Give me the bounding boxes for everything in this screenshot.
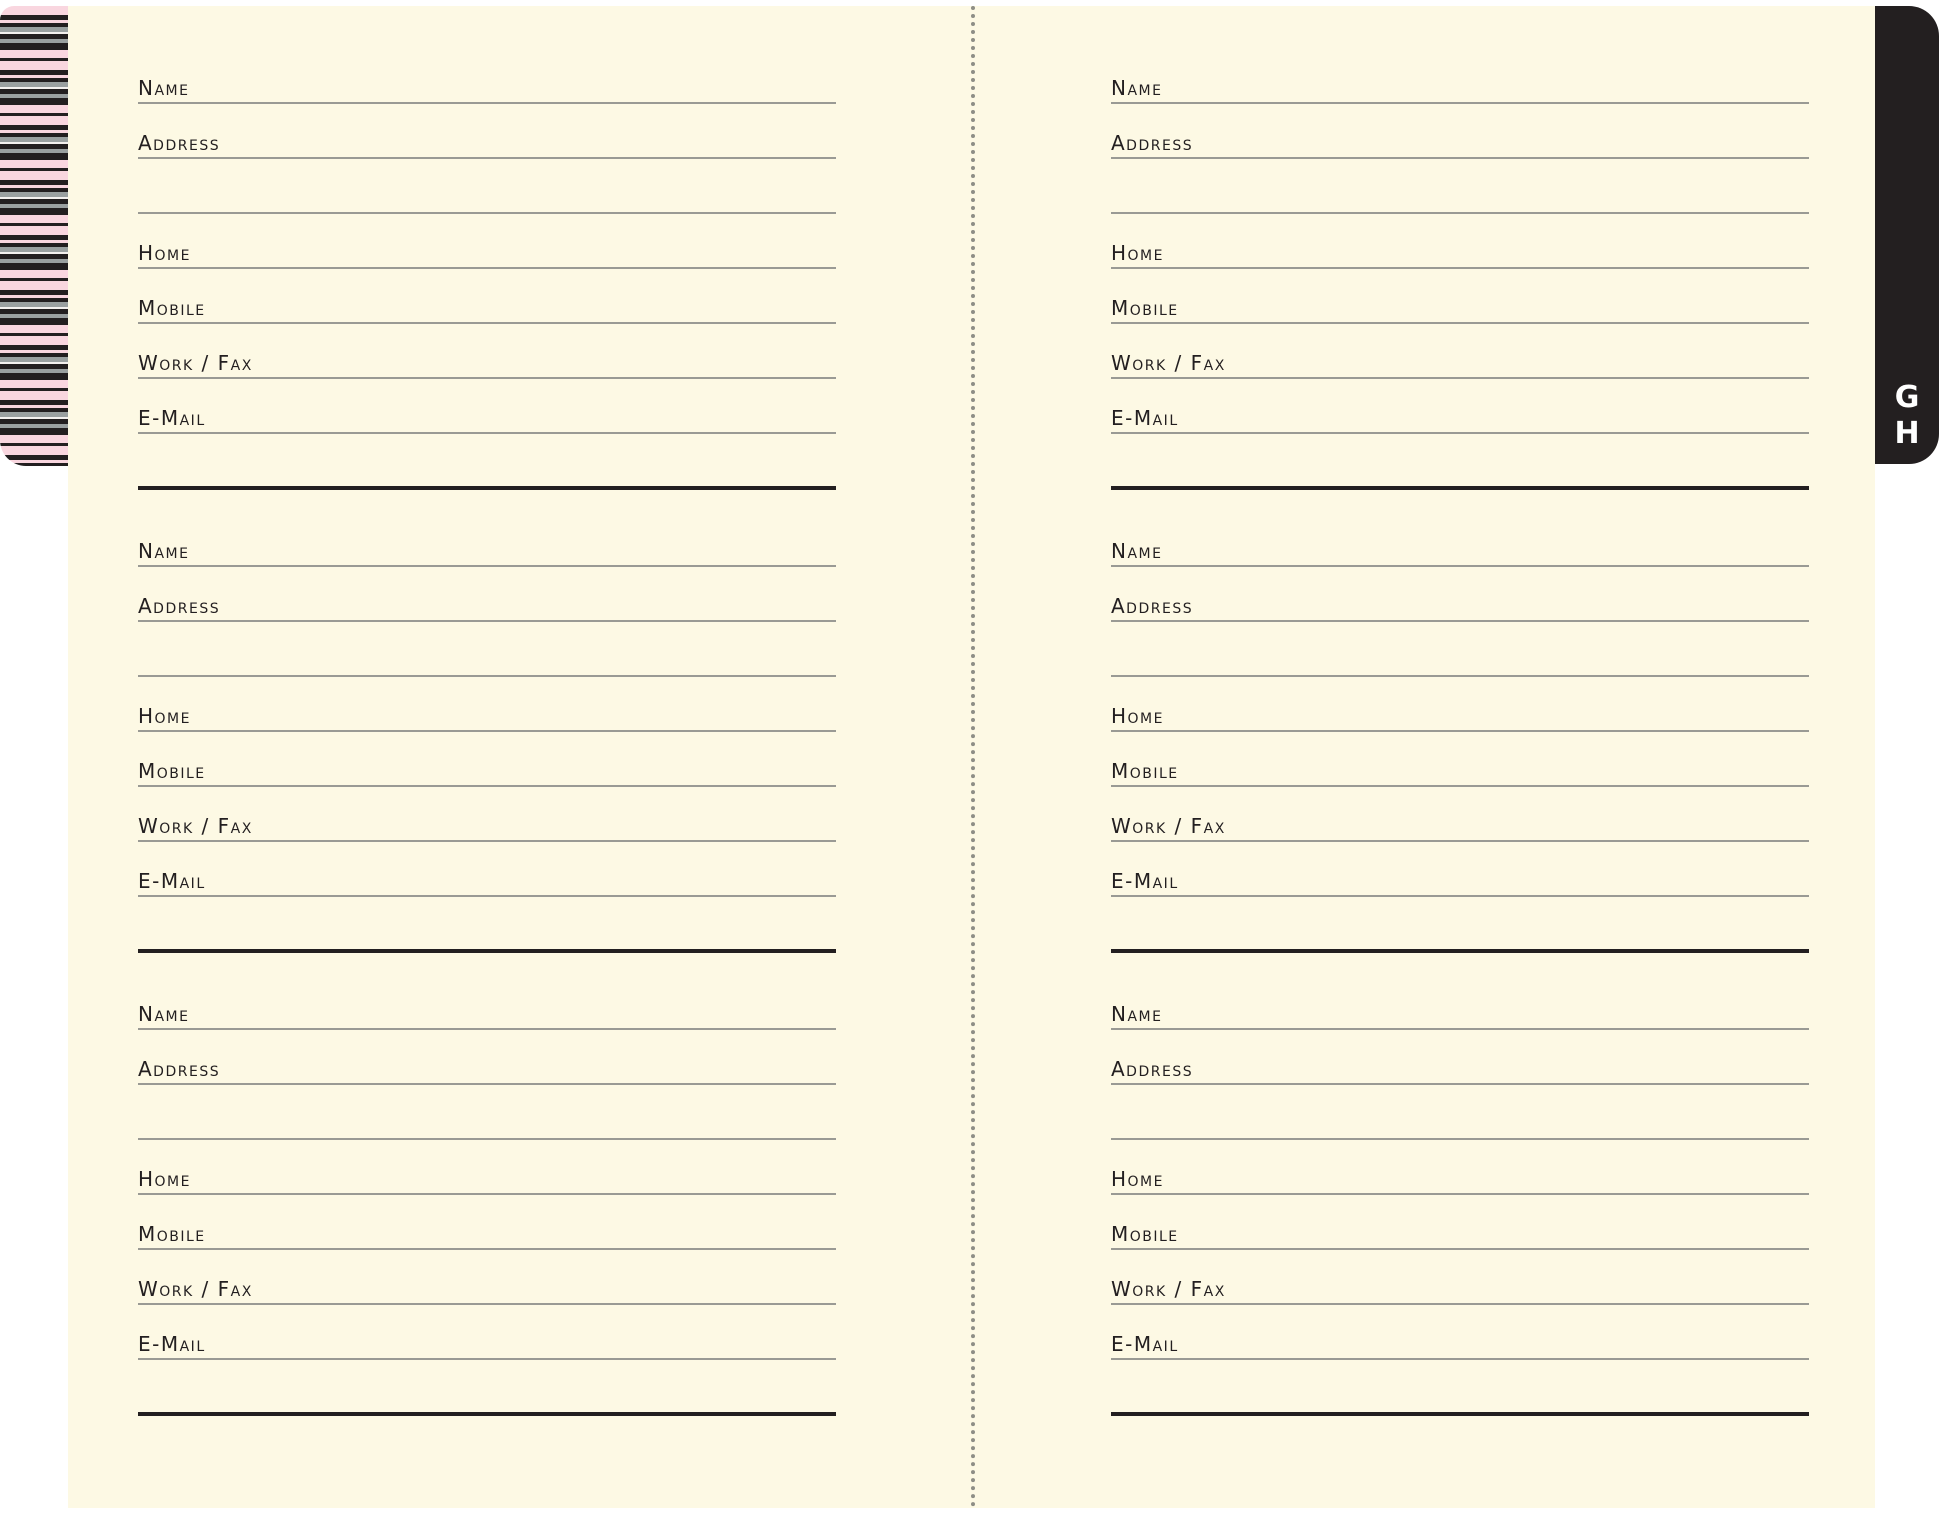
address-field[interactable] <box>138 590 836 622</box>
address-line-2-field[interactable] <box>138 1108 836 1140</box>
address-field[interactable] <box>1111 127 1809 159</box>
address-label: Address <box>138 594 221 618</box>
address-line-2-field[interactable] <box>1111 1108 1809 1140</box>
email-label: E-Mail <box>138 1332 206 1356</box>
home-field[interactable] <box>1111 1163 1809 1195</box>
work-fax-label: Work / Fax <box>138 351 253 375</box>
email-label: E-Mail <box>1111 1332 1179 1356</box>
address-label: Address <box>138 1057 221 1081</box>
name-label: Name <box>1111 76 1163 100</box>
address-label: Address <box>1111 594 1194 618</box>
name-field[interactable] <box>138 72 836 104</box>
name-label: Name <box>138 539 190 563</box>
contact-entry <box>138 0 836 462</box>
name-label: Name <box>138 76 190 100</box>
email-label: E-Mail <box>1111 869 1179 893</box>
contact-entry <box>138 463 836 925</box>
address-label: Address <box>138 131 221 155</box>
address-field[interactable] <box>138 1053 836 1085</box>
mobile-label: Mobile <box>1111 759 1179 783</box>
home-label: Home <box>1111 241 1164 265</box>
email-label: E-Mail <box>1111 406 1179 430</box>
home-field[interactable] <box>1111 237 1809 269</box>
page-spine-divider <box>971 6 975 1508</box>
home-field[interactable] <box>138 237 836 269</box>
address-field[interactable] <box>1111 1053 1809 1085</box>
name-field[interactable] <box>1111 998 1809 1030</box>
mobile-label: Mobile <box>138 759 206 783</box>
home-label: Home <box>138 704 191 728</box>
mobile-field[interactable] <box>138 1218 836 1250</box>
contact-entry <box>1111 463 1809 925</box>
work-fax-label: Work / Fax <box>1111 814 1226 838</box>
mobile-label: Mobile <box>1111 296 1179 320</box>
tab-letter-h: H <box>1894 416 1920 451</box>
email-label: E-Mail <box>138 406 206 430</box>
address-label: Address <box>1111 131 1194 155</box>
name-label: Name <box>1111 539 1163 563</box>
home-field[interactable] <box>1111 700 1809 732</box>
contact-entry <box>138 926 836 1388</box>
email-field[interactable] <box>138 865 836 897</box>
email-field[interactable] <box>1111 1328 1809 1360</box>
work-fax-field[interactable] <box>138 347 836 379</box>
address-field[interactable] <box>138 127 836 159</box>
mobile-field[interactable] <box>138 755 836 787</box>
tab-letter-g: G <box>1894 380 1920 415</box>
email-label: E-Mail <box>138 869 206 893</box>
address-line-2-field[interactable] <box>138 182 836 214</box>
home-label: Home <box>138 1167 191 1191</box>
name-label: Name <box>138 1002 190 1026</box>
mobile-label: Mobile <box>138 296 206 320</box>
home-label: Home <box>1111 1167 1164 1191</box>
name-field[interactable] <box>1111 535 1809 567</box>
mobile-field[interactable] <box>1111 292 1809 324</box>
work-fax-field[interactable] <box>138 810 836 842</box>
work-fax-label: Work / Fax <box>138 1277 253 1301</box>
mobile-label: Mobile <box>1111 1222 1179 1246</box>
address-line-2-field[interactable] <box>1111 182 1809 214</box>
mobile-field[interactable] <box>1111 755 1809 787</box>
work-fax-label: Work / Fax <box>1111 1277 1226 1301</box>
index-tab-g-h[interactable] <box>1875 6 1939 464</box>
home-field[interactable] <box>138 700 836 732</box>
mobile-label: Mobile <box>138 1222 206 1246</box>
work-fax-field[interactable] <box>138 1273 836 1305</box>
work-fax-field[interactable] <box>1111 810 1809 842</box>
entry-separator-rule <box>138 1412 836 1416</box>
home-field[interactable] <box>138 1163 836 1195</box>
address-label: Address <box>1111 1057 1194 1081</box>
email-field[interactable] <box>138 402 836 434</box>
work-fax-label: Work / Fax <box>1111 351 1226 375</box>
home-label: Home <box>1111 704 1164 728</box>
name-label: Name <box>1111 1002 1163 1026</box>
work-fax-field[interactable] <box>1111 347 1809 379</box>
name-field[interactable] <box>138 998 836 1030</box>
email-field[interactable] <box>1111 402 1809 434</box>
mobile-field[interactable] <box>138 292 836 324</box>
work-fax-label: Work / Fax <box>138 814 253 838</box>
address-field[interactable] <box>1111 590 1809 622</box>
contact-entry <box>1111 0 1809 462</box>
name-field[interactable] <box>1111 72 1809 104</box>
entry-separator-rule <box>1111 1412 1809 1416</box>
address-line-2-field[interactable] <box>138 645 836 677</box>
home-label: Home <box>138 241 191 265</box>
mobile-field[interactable] <box>1111 1218 1809 1250</box>
striped-page-tab <box>0 6 70 466</box>
address-line-2-field[interactable] <box>1111 645 1809 677</box>
name-field[interactable] <box>138 535 836 567</box>
work-fax-field[interactable] <box>1111 1273 1809 1305</box>
email-field[interactable] <box>138 1328 836 1360</box>
contact-entry <box>1111 926 1809 1388</box>
email-field[interactable] <box>1111 865 1809 897</box>
